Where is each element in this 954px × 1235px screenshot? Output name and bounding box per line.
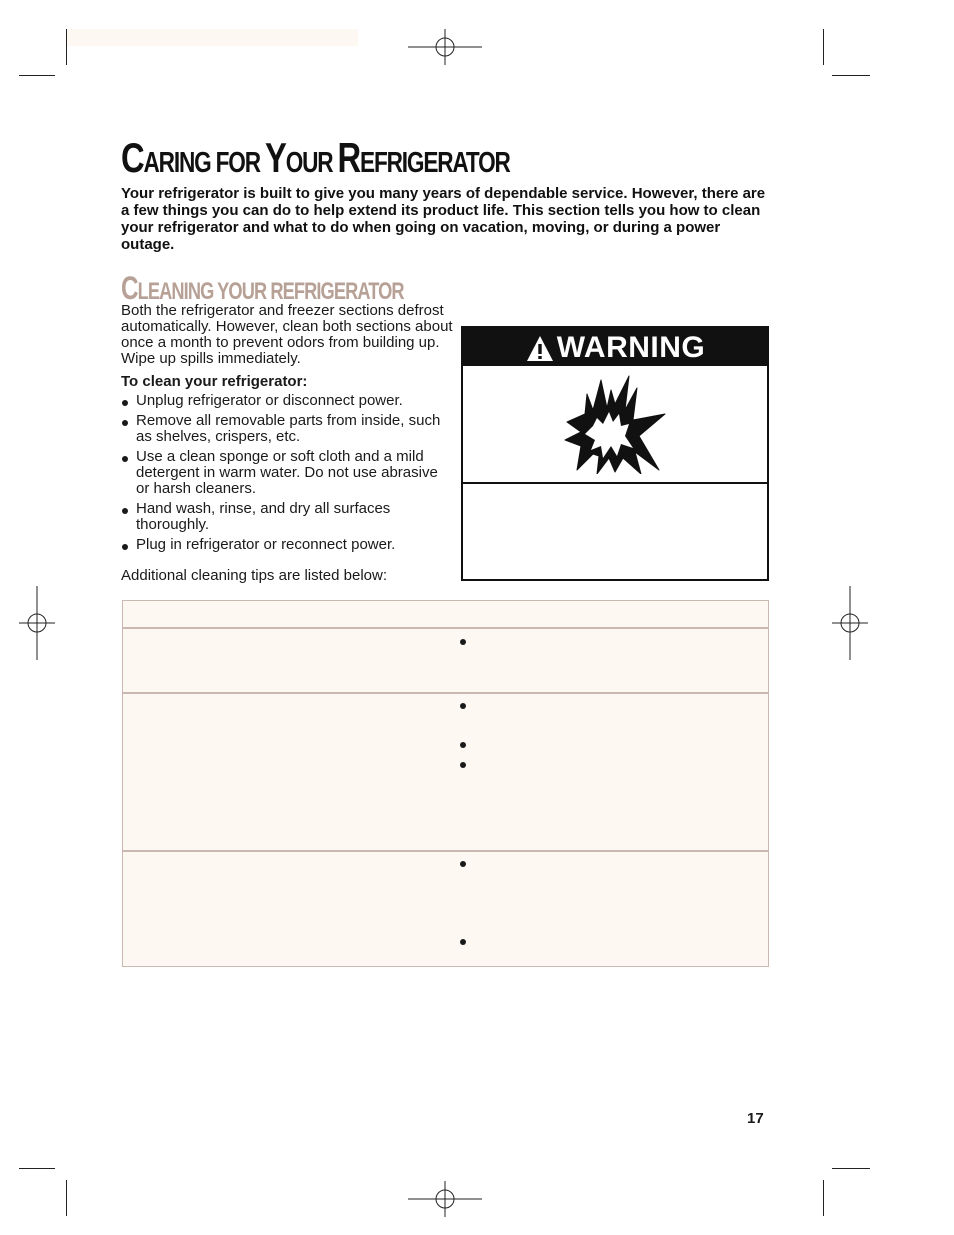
registration-mark-icon bbox=[832, 586, 868, 660]
table-row-separator bbox=[123, 850, 768, 852]
section-title: CLEANING YOUR REFRIGERATOR bbox=[121, 270, 404, 306]
page-title: CARING FOR YOUR REFRIGERATOR bbox=[121, 134, 510, 181]
table-row-separator bbox=[123, 692, 768, 694]
cleaning-tips-table bbox=[122, 600, 769, 967]
registration-mark-icon bbox=[408, 29, 482, 65]
bullet-icon bbox=[460, 639, 466, 645]
crop-mark bbox=[19, 1168, 55, 1169]
divider bbox=[463, 482, 767, 484]
crop-mark bbox=[66, 1180, 67, 1216]
bullet-icon bbox=[460, 703, 466, 709]
list-item: Remove all removable parts from inside, such as shelves, crispers, etc. bbox=[121, 413, 451, 445]
crop-mark bbox=[832, 75, 870, 76]
bullet-icon bbox=[122, 544, 128, 550]
bullet-icon bbox=[460, 939, 466, 945]
bullet-icon bbox=[460, 762, 466, 768]
crop-mark bbox=[823, 1180, 824, 1216]
table-row-separator bbox=[123, 627, 768, 629]
bullet-icon bbox=[122, 508, 128, 514]
list-item: Use a clean sponge or soft cloth and a mild detergent in warm water. Do not use abrasive or harsh cleaners. bbox=[121, 449, 451, 497]
crop-mark bbox=[66, 29, 67, 65]
registration-mark-icon bbox=[19, 586, 55, 660]
section-body: Both the refrigerator and freezer sections defrost automatically. However, clean both sections about once a month to prevent odors from building up. Wipe up spills immediately. bbox=[121, 302, 453, 367]
warning-header: WARNING bbox=[463, 328, 767, 366]
registration-mark-icon bbox=[408, 1181, 482, 1217]
list-item: Unplug refrigerator or disconnect power. bbox=[121, 393, 451, 409]
explosion-icon bbox=[563, 374, 667, 474]
list-item: Hand wash, rinse, and dry all surfaces thoroughly. bbox=[121, 501, 451, 533]
tips-intro: Additional cleaning tips are listed below: bbox=[121, 567, 387, 584]
bullet-icon bbox=[460, 742, 466, 748]
crop-mark bbox=[823, 29, 824, 65]
bullet-icon bbox=[122, 456, 128, 462]
page-number: 17 bbox=[747, 1110, 764, 1127]
bullet-icon bbox=[460, 861, 466, 867]
bullet-icon bbox=[122, 400, 128, 406]
warning-box bbox=[461, 326, 769, 581]
steps-heading: To clean your refrigerator: bbox=[121, 373, 308, 390]
intro-paragraph: Your refrigerator is built to give you many years of dependable service. However, there are a few things you can do to help extend its product life. This section tells you how to clean your refrigerator and what to do when going on vacation, moving, or during a power outage. bbox=[121, 185, 766, 253]
list-item: Plug in refrigerator or reconnect power. bbox=[121, 537, 451, 553]
crop-mark bbox=[19, 75, 55, 76]
steps-list bbox=[121, 393, 451, 557]
crop-mark bbox=[832, 1168, 870, 1169]
bullet-icon bbox=[122, 420, 128, 426]
color-strip bbox=[66, 29, 358, 46]
warning-triangle-icon bbox=[525, 334, 555, 364]
